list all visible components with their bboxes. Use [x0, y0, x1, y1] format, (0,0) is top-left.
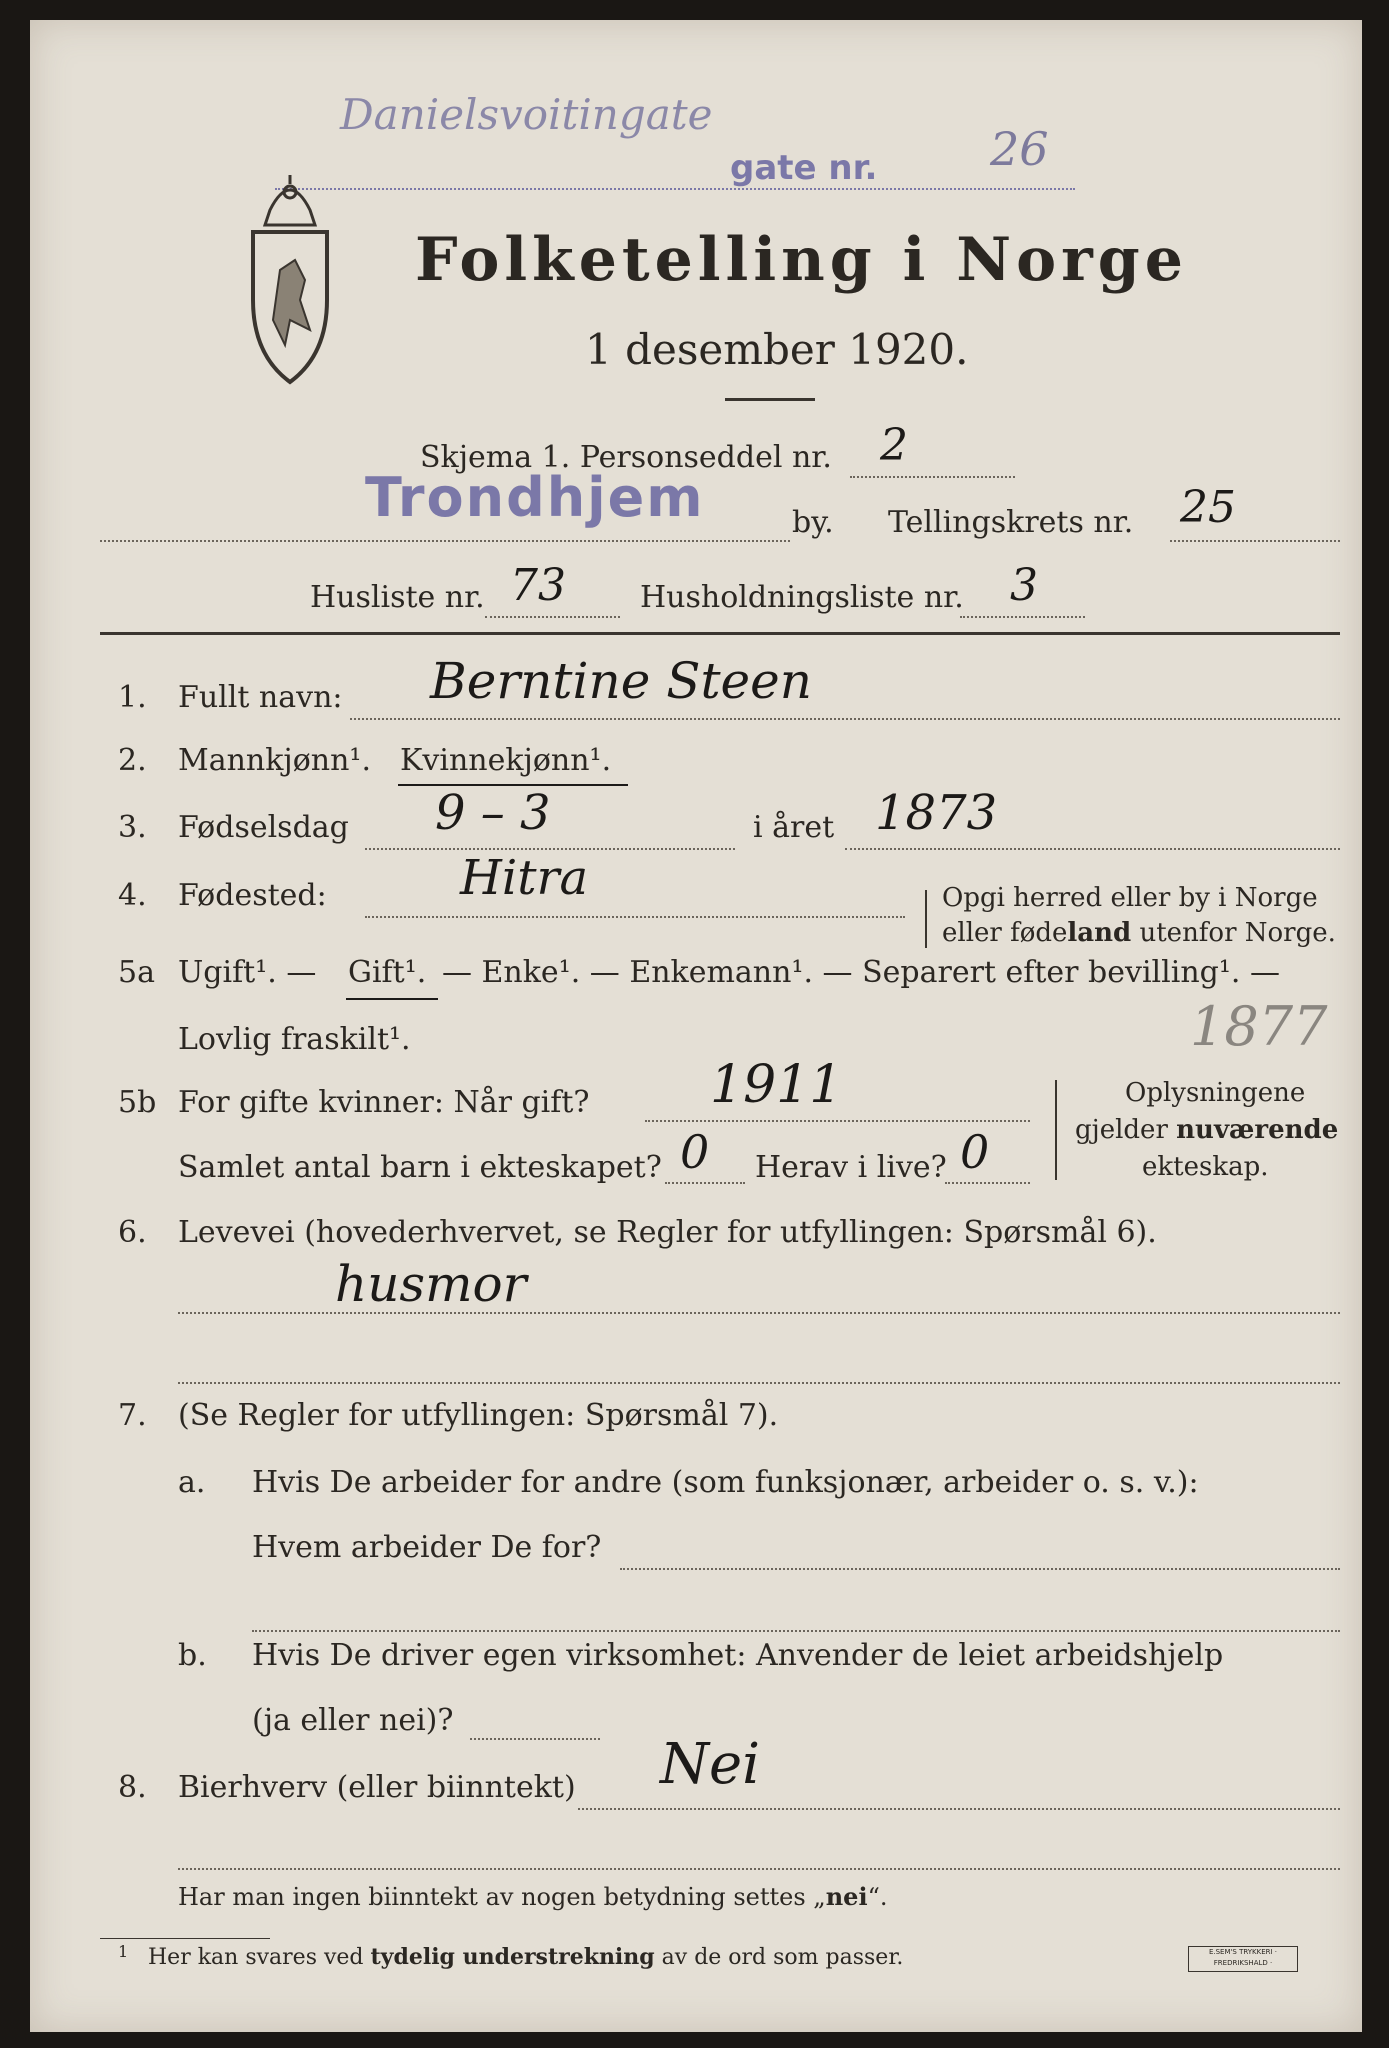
q5b-line3 — [945, 1182, 1030, 1184]
schema-label: Skjema 1. Personseddel nr. — [420, 440, 832, 475]
tellingskrets-label: Tellingskrets nr. — [888, 505, 1134, 540]
q4-number: 4. — [118, 878, 147, 913]
printer-mark: E.SEM'S TRYKKERI · FREDRIKSHALD · — [1188, 1946, 1298, 1972]
q4-note-line2: eller fødeland utenfor Norge. — [942, 918, 1336, 948]
q6-occupation-value: husmor — [335, 1255, 527, 1313]
q5a-gift-underline — [346, 998, 438, 1000]
husholdning-line — [960, 616, 1085, 618]
q4-birthplace-value: Hitra — [460, 850, 589, 906]
q2-male-option: Mannkjønn¹. — [178, 743, 371, 778]
q1-number: 1. — [118, 680, 147, 715]
q6-number: 6. — [118, 1215, 147, 1250]
q3-year-line — [845, 848, 1340, 850]
city-line — [100, 540, 790, 542]
title-divider — [725, 398, 815, 401]
street-handwritten: Danielsvoitingate — [340, 90, 713, 139]
q6-line2 — [178, 1382, 1340, 1384]
q3-number: 3. — [118, 810, 147, 845]
q8-label: Bierhverv (eller biinntekt) — [178, 1770, 576, 1805]
q5b-children-value: 0 — [680, 1125, 710, 1179]
q5b-note-brace — [1055, 1080, 1057, 1180]
q1-label: Fullt navn: — [178, 680, 343, 715]
street-stamp: gate nr. — [730, 148, 878, 188]
q1-line — [350, 718, 1340, 720]
q8-line1 — [578, 1808, 1340, 1810]
q2-number: 2. — [118, 743, 147, 778]
q5a-number: 5a — [118, 955, 155, 990]
by-label: by. — [792, 505, 834, 540]
q1-full-name-value: Berntine Steen — [430, 652, 812, 710]
q5b-label1: For gifte kvinner: Når gift? — [178, 1085, 590, 1120]
q7b-answer-line — [470, 1738, 600, 1740]
form-date: 1 desember 1920. — [585, 325, 969, 374]
husliste-label: Husliste nr. — [310, 580, 485, 615]
q5b-number: 5b — [118, 1085, 157, 1120]
q4-label: Fødested: — [178, 878, 327, 913]
q7a-number: a. — [178, 1465, 206, 1500]
q5b-line1 — [645, 1120, 1030, 1122]
street-number: 26 — [990, 122, 1049, 176]
q5a-other-options: — Enke¹. — Enkemann¹. — Separert efter bevilling¹. — — [442, 955, 1280, 990]
q5b-alive-value: 0 — [960, 1125, 990, 1179]
q3-year-label: i året — [753, 810, 835, 845]
city-stamp: Trondhjem — [365, 466, 705, 529]
q8-line2 — [178, 1868, 1340, 1870]
q4-note-line1: Opgi herred eller by i Norge — [942, 883, 1318, 913]
q3-label: Fødselsdag — [178, 810, 349, 845]
q7b-line1: Hvis De driver egen virksomhet: Anvender de leiet arbeidshjelp — [252, 1638, 1224, 1673]
husholdning-label: Husholdningsliste nr. — [640, 580, 964, 615]
q5b-line2 — [665, 1182, 745, 1184]
q5b-note1: Oplysningene — [1125, 1078, 1306, 1108]
q5b-label3: Herav i live? — [755, 1150, 947, 1185]
q5a-gift-option: Gift¹. — [348, 955, 427, 990]
q7a-answer-line2 — [252, 1630, 1340, 1632]
q5b-married-year-value: 1911 — [710, 1055, 843, 1115]
q6-label: Levevei (hovederhvervet, se Regler for utfyllingen: Spørsmål 6). — [178, 1215, 1157, 1250]
q7a-answer-line1 — [620, 1568, 1340, 1570]
q5a-line2: Lovlig fraskilt¹. — [178, 1022, 411, 1057]
q3-day-value: 9 – 3 — [435, 785, 551, 841]
q8-number: 8. — [118, 1770, 147, 1805]
q7-number: 7. — [118, 1398, 147, 1433]
q7a-line2: Hvem arbeider De for? — [252, 1530, 602, 1565]
q3-year-value: 1873 — [875, 785, 998, 841]
q5b-note3: ekteskap. — [1142, 1152, 1269, 1182]
q5a-margin-note: 1877 — [1190, 995, 1328, 1058]
husholdning-nr-value: 3 — [1010, 560, 1038, 611]
q7-label: (Se Regler for utfyllingen: Spørsmål 7). — [178, 1398, 779, 1433]
q5a-ugift-option: Ugift¹. — — [178, 955, 317, 990]
q5b-note2: gjelder nuværende — [1075, 1115, 1339, 1145]
personseddel-nr-value: 2 — [880, 420, 908, 471]
q4-note-brace — [925, 890, 927, 948]
form-title: Folketelling i Norge — [415, 225, 1188, 295]
tellingskrets-line — [1170, 540, 1340, 542]
q7a-line1: Hvis De arbeider for andre (som funksjonær, arbeider o. s. v.): — [252, 1465, 1199, 1500]
q7b-number: b. — [178, 1638, 207, 1673]
q4-line — [365, 916, 905, 918]
section-divider — [100, 632, 1340, 635]
street-dotted-line — [275, 188, 1075, 190]
footnote-rule — [100, 1938, 270, 1939]
husliste-nr-value: 73 — [510, 560, 566, 611]
footnote-text: Her kan svares ved tydelig understrekning av de ord som passer. — [148, 1944, 904, 1970]
q6-line1 — [178, 1312, 1340, 1314]
tellingskrets-nr-value: 25 — [1180, 482, 1236, 533]
husliste-line — [485, 616, 620, 618]
coat-of-arms-icon — [245, 170, 335, 385]
census-form-sheet — [30, 20, 1362, 2032]
q7b-line2: (ja eller nei)? — [252, 1703, 454, 1738]
q8-note: Har man ingen biinntekt av nogen betydning settes „nei“. — [178, 1882, 888, 1911]
q8-side-income-value: Nei — [660, 1732, 761, 1797]
footnote-marker: 1 — [118, 1942, 129, 1961]
q2-female-option: Kvinnekjønn¹. — [400, 743, 612, 778]
personseddel-nr-line — [850, 476, 1015, 478]
q5b-label2: Samlet antal barn i ekteskapet? — [178, 1150, 662, 1185]
